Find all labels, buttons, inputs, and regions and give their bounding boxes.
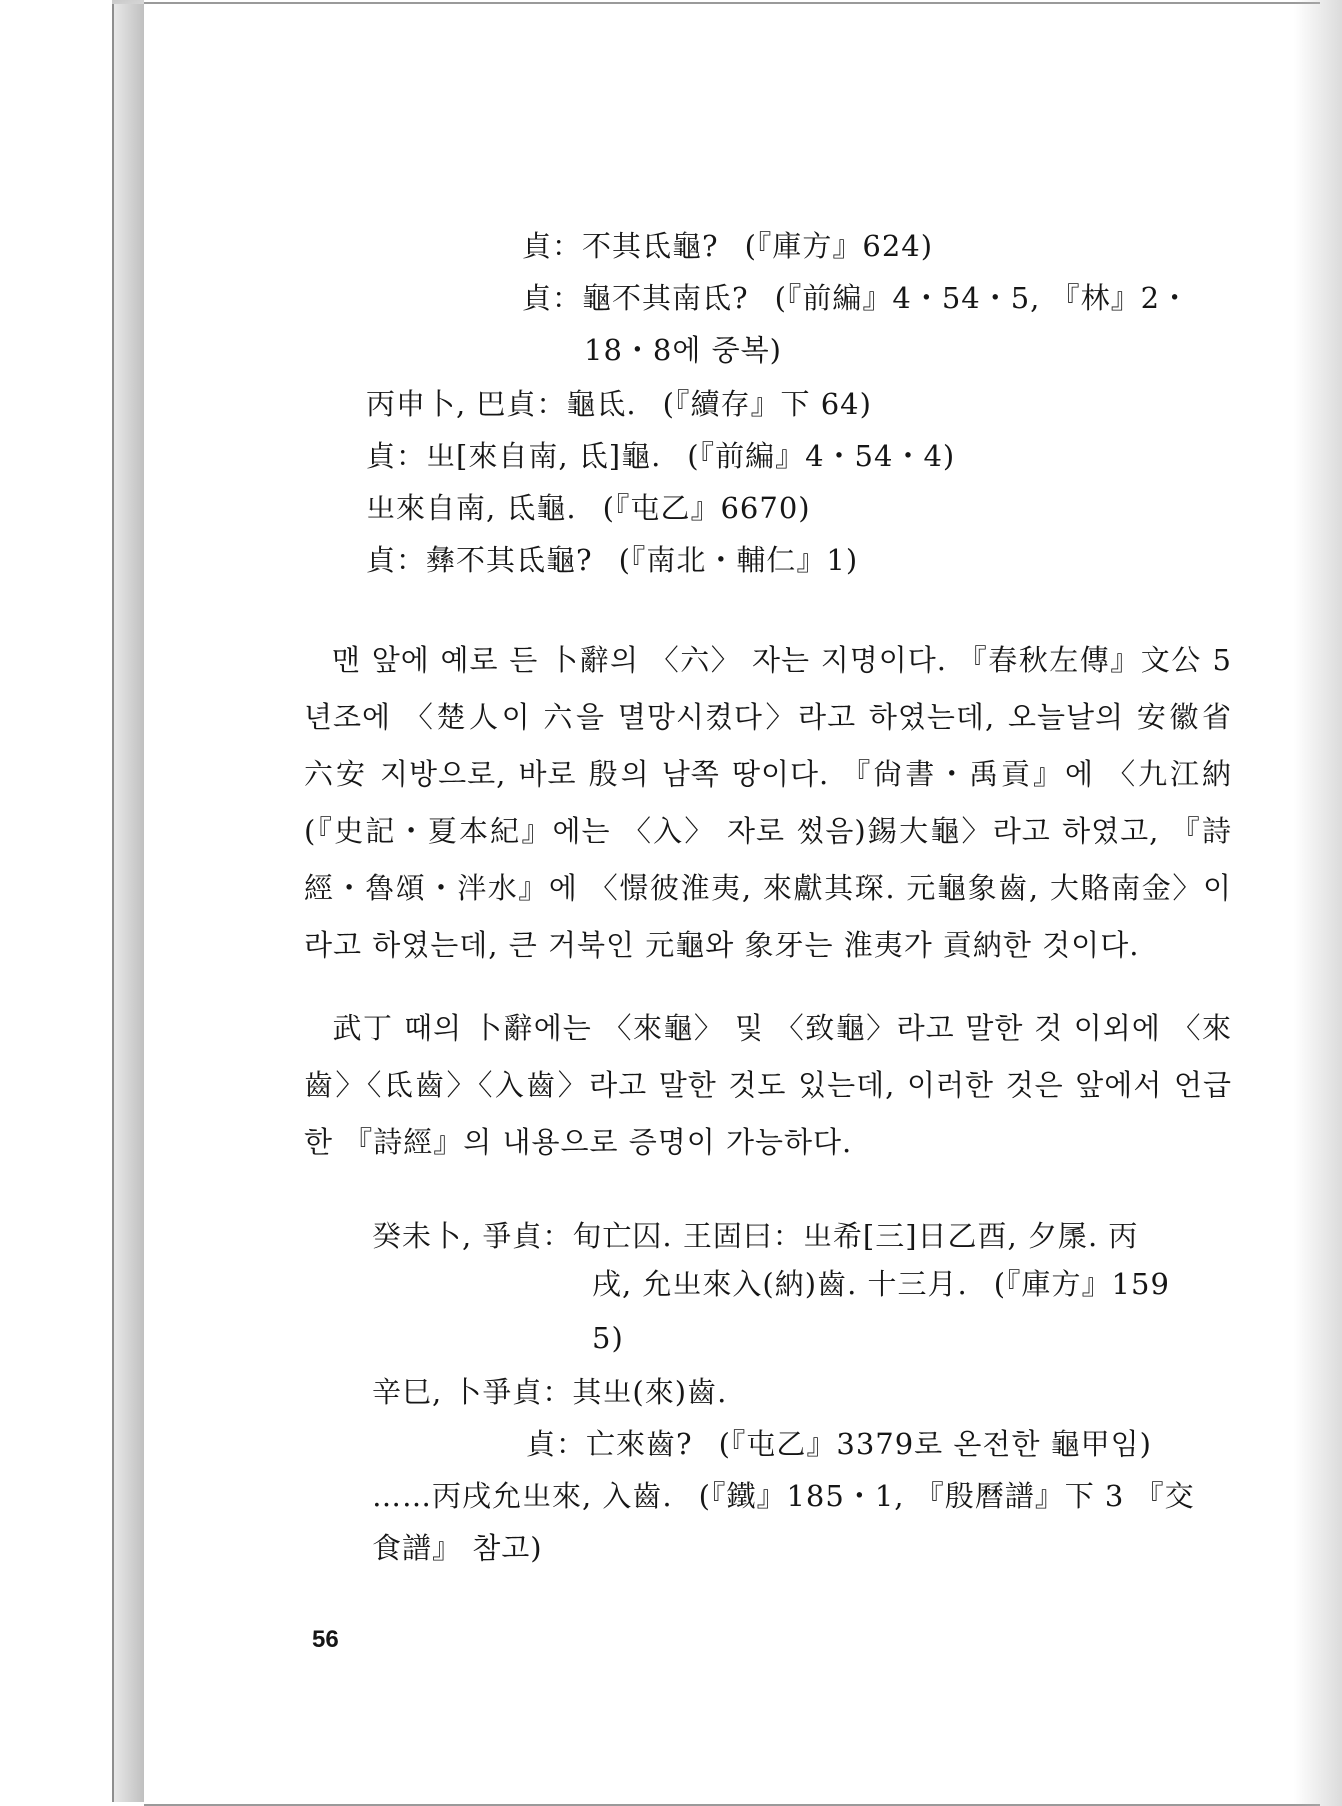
inscription-text: 㞢來自南, 氐龜. xyxy=(366,491,577,525)
paragraph-text: 맨 앞에 예로 든 卜辭의 〈六〉 자는 지명이다. 『春秋左傳』文公 5년조에 〈楚人이 六을 멸망시켰다〉라고 하였는데, 오늘날의 安徽省 六安 지방으로, 바로 殷의 남쪽 땅이다. 『尙書・禹貢』에 〈九江納(『史記・夏本紀』에는 〈入〉 자로 썼음)錫大龜〉라고 하였고, 『詩經・魯頌・泮水』에 〈憬彼淮夷, 來獻其琛. 元龜象齒, 大賂南金〉이라고 하였는데, 큰 거북인 元龜와 象牙는 淮夷가 貢納한 것이다. xyxy=(304,643,1232,962)
source-reference: (『前編』4・54・5, 『林』2・ xyxy=(774,281,1191,315)
citation-line xyxy=(372,1216,1138,1256)
citation-line xyxy=(592,1318,624,1358)
citation-line xyxy=(526,1424,1152,1464)
inscription-text: 丙申卜, 巴貞：龜氐. xyxy=(366,387,637,421)
source-reference: (『鐵』185・1, 『殷曆譜』下 3 『交 xyxy=(698,1479,1195,1513)
inscription-text: ……丙戌允㞢來, 入齒. xyxy=(372,1479,673,1513)
citation-line xyxy=(592,1264,1170,1304)
source-reference: (『前編』4・54・4) xyxy=(687,439,956,473)
source-reference: (『南北・輔仁』1) xyxy=(618,543,859,577)
inscription-text: 5) xyxy=(592,1321,624,1355)
inscription-text: 辛巳, 卜爭貞：其㞢(來)齒. xyxy=(372,1375,728,1409)
inscription-text: 食譜』 참고) xyxy=(372,1531,543,1565)
inscription-text: 戌, 允㞢來入(納)齒. 十三月. xyxy=(592,1267,968,1301)
citation-line xyxy=(366,488,811,528)
body-paragraph xyxy=(304,1000,1232,1171)
citation-line xyxy=(372,1476,1195,1516)
inscription-text: 貞：龜不其南氐? xyxy=(522,281,749,315)
inscription-text: 貞：不其氐龜? xyxy=(522,229,719,263)
book-spine xyxy=(112,4,146,1802)
source-reference: (『屯乙』6670) xyxy=(602,491,811,525)
citation-line xyxy=(366,540,858,580)
source-reference: (『續存』下 64) xyxy=(662,387,872,421)
citation-line xyxy=(372,1528,543,1568)
citation-line xyxy=(522,226,933,266)
citation-line xyxy=(372,1372,727,1412)
inscription-text: 貞：㞢[來自南, 氐]龜. xyxy=(366,439,662,473)
citation-line xyxy=(522,278,1190,318)
paragraph-text: 武丁 때의 卜辭에는 〈來龜〉 및 〈致龜〉라고 말한 것 이외에 〈來齒〉〈氐齒〉〈入齒〉라고 말한 것도 있는데, 이러한 것은 앞에서 언급한 『詩經』의 내용으로 증명이 가능하다. xyxy=(304,1011,1232,1159)
page-edge-shadow xyxy=(1294,0,1342,1806)
body-paragraph xyxy=(304,632,1232,974)
citation-line xyxy=(366,436,955,476)
inscription-text: 18・8에 중복) xyxy=(584,333,782,367)
source-reference: (『庫方』159 xyxy=(993,1267,1170,1301)
inscription-text: 癸未卜, 爭貞：旬亡囚. 王固曰：㞢希[三]日乙酉, 夕㞙. 丙 xyxy=(372,1219,1139,1253)
inscription-text: 貞：亡來齒? xyxy=(526,1427,693,1461)
citation-line xyxy=(366,384,872,424)
inscription-text: 貞：彝不其氐龜? xyxy=(366,543,593,577)
source-reference: (『庫方』624) xyxy=(744,229,934,263)
source-reference: (『屯乙』3379로 온전한 龜甲임) xyxy=(718,1427,1153,1461)
page-number: 56 xyxy=(312,1626,339,1653)
citation-line xyxy=(584,330,782,370)
